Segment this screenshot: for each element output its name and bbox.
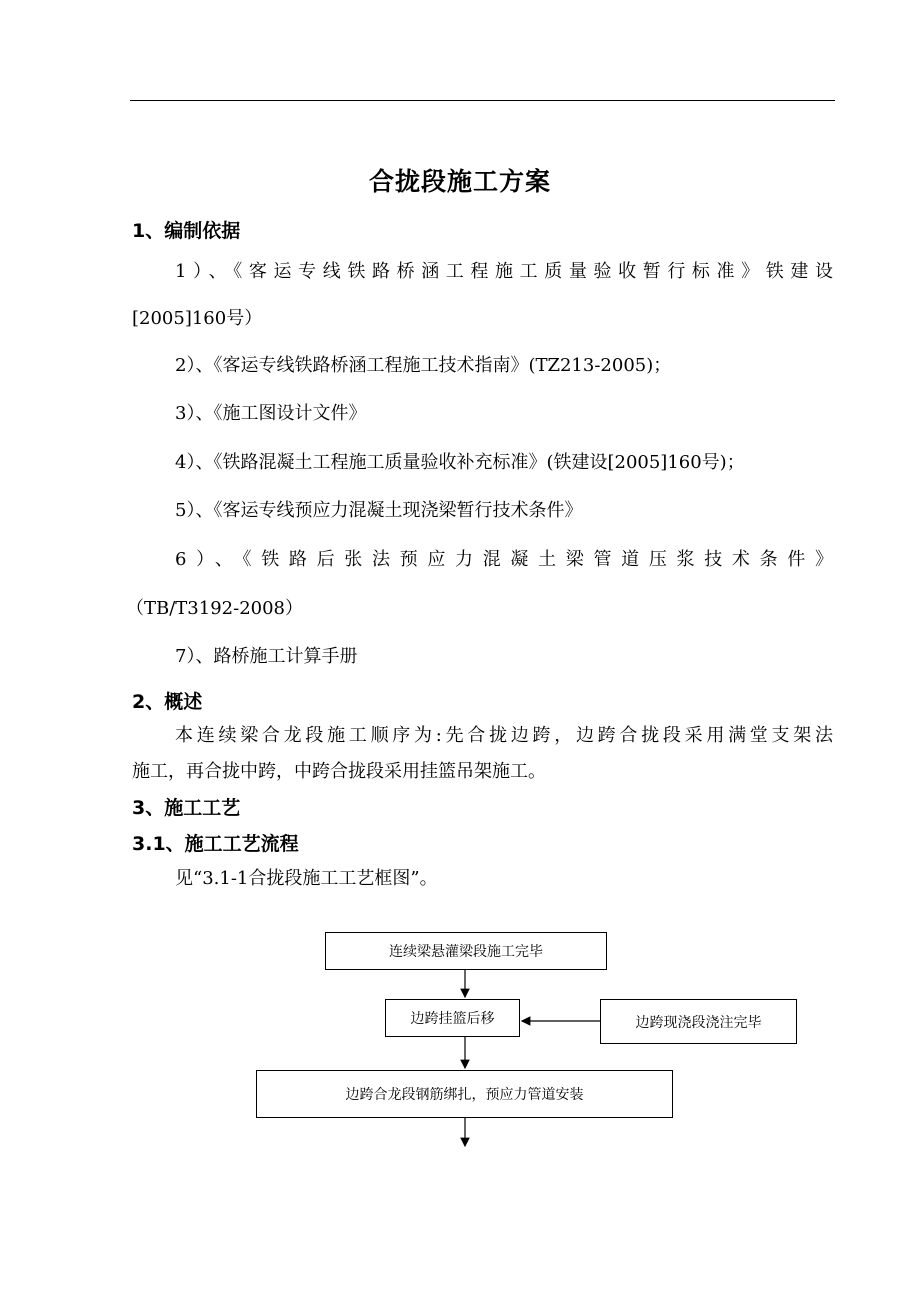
section-heading-basis: 1、编制依据: [132, 220, 241, 242]
basis-item-4: 4）、《铁路混凝土工程施工质量验收补充标准》(铁建设[2005]160号)；: [175, 452, 745, 473]
flow-step-label: 边跨现浇段浇注完毕: [635, 1014, 762, 1031]
section-heading-process: 3、施工工艺: [132, 797, 241, 819]
section-heading-overview: 2、概述: [132, 691, 203, 713]
basis-item-6-cont: （TB/T3192-2008）: [126, 598, 304, 619]
basis-item-3: 3）、《施工图设计文件》: [175, 403, 367, 424]
overview-line-1: 本连续梁合龙段施工顺序为:先合拢边跨，边跨合拢段采用满堂支架法: [175, 725, 833, 746]
page-title: 合拢段施工方案: [368, 167, 551, 196]
basis-item-1-cont: [2005]160号）: [132, 308, 263, 329]
basis-item-5: 5）、《客运专线预应力混凝土现浇梁暂行技术条件》: [175, 500, 583, 521]
basis-item-7: 7）、路桥施工计算手册: [175, 646, 358, 667]
basis-item-2: 2）、《客运专线铁路桥涵工程施工技术指南》(TZ213-2005)；: [175, 355, 672, 376]
flowchart-reference: 见“3.1-1合拢段施工工艺框图”。: [175, 868, 438, 889]
overview-line-2: 施工，再合拢中跨，中跨合拢段采用挂篮吊架施工。: [132, 761, 546, 782]
flow-step-label: 边跨挂篮后移: [410, 1011, 495, 1027]
basis-item-1: 1）、《客运专线铁路桥涵工程施工质量验收暂行标准》铁建设: [175, 261, 833, 282]
flow-step-label: 连续梁悬灌梁段施工完毕: [389, 944, 543, 960]
basis-item-6: 6）、《铁路后张法预应力混凝土梁管道压浆技术条件》: [175, 549, 833, 570]
flow-step-label: 边跨合龙段钢筋绑扎，预应力管道安装: [345, 1087, 584, 1103]
subsection-heading-flow: 3.1、施工工艺流程: [132, 833, 299, 855]
